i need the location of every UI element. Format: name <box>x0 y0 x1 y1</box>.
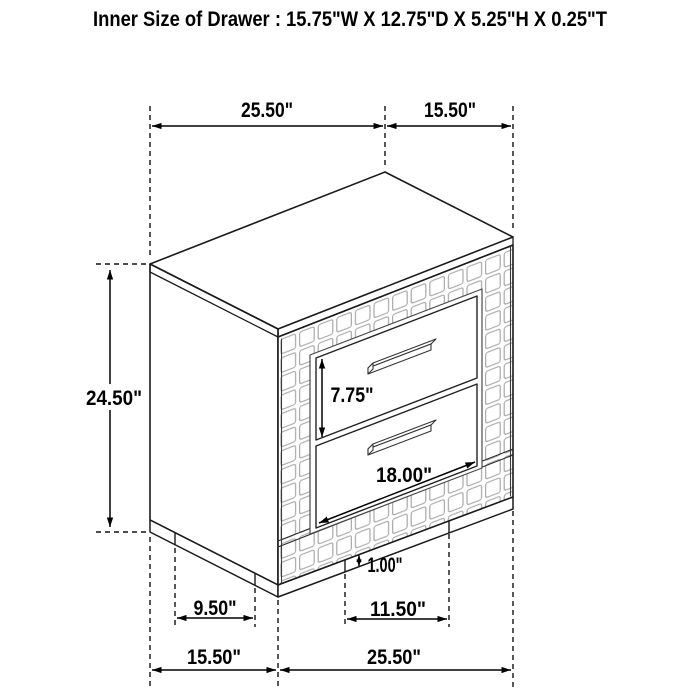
page-title: Inner Size of Drawer : 15.75"W X 12.75"D X 5.25"H X 0.25"T <box>93 7 607 31</box>
dim-label-top-depth: 15.50" <box>424 99 476 122</box>
dim-label-recess: 1.00" <box>367 554 403 577</box>
dim-label-drawer-height: 7.75" <box>330 384 374 407</box>
dim-label-front-feet-gap: 11.50" <box>370 598 426 621</box>
dim-label-side-feet-gap: 9.50" <box>193 597 237 620</box>
dim-label-bottom-depth: 15.50" <box>187 646 241 669</box>
dim-label-top-width: 25.50" <box>241 99 293 122</box>
dim-label-drawer-width: 18.00" <box>376 464 432 487</box>
dim-label-bottom-width: 25.50" <box>367 646 421 669</box>
dim-label-overall-height: 24.50" <box>86 387 142 410</box>
